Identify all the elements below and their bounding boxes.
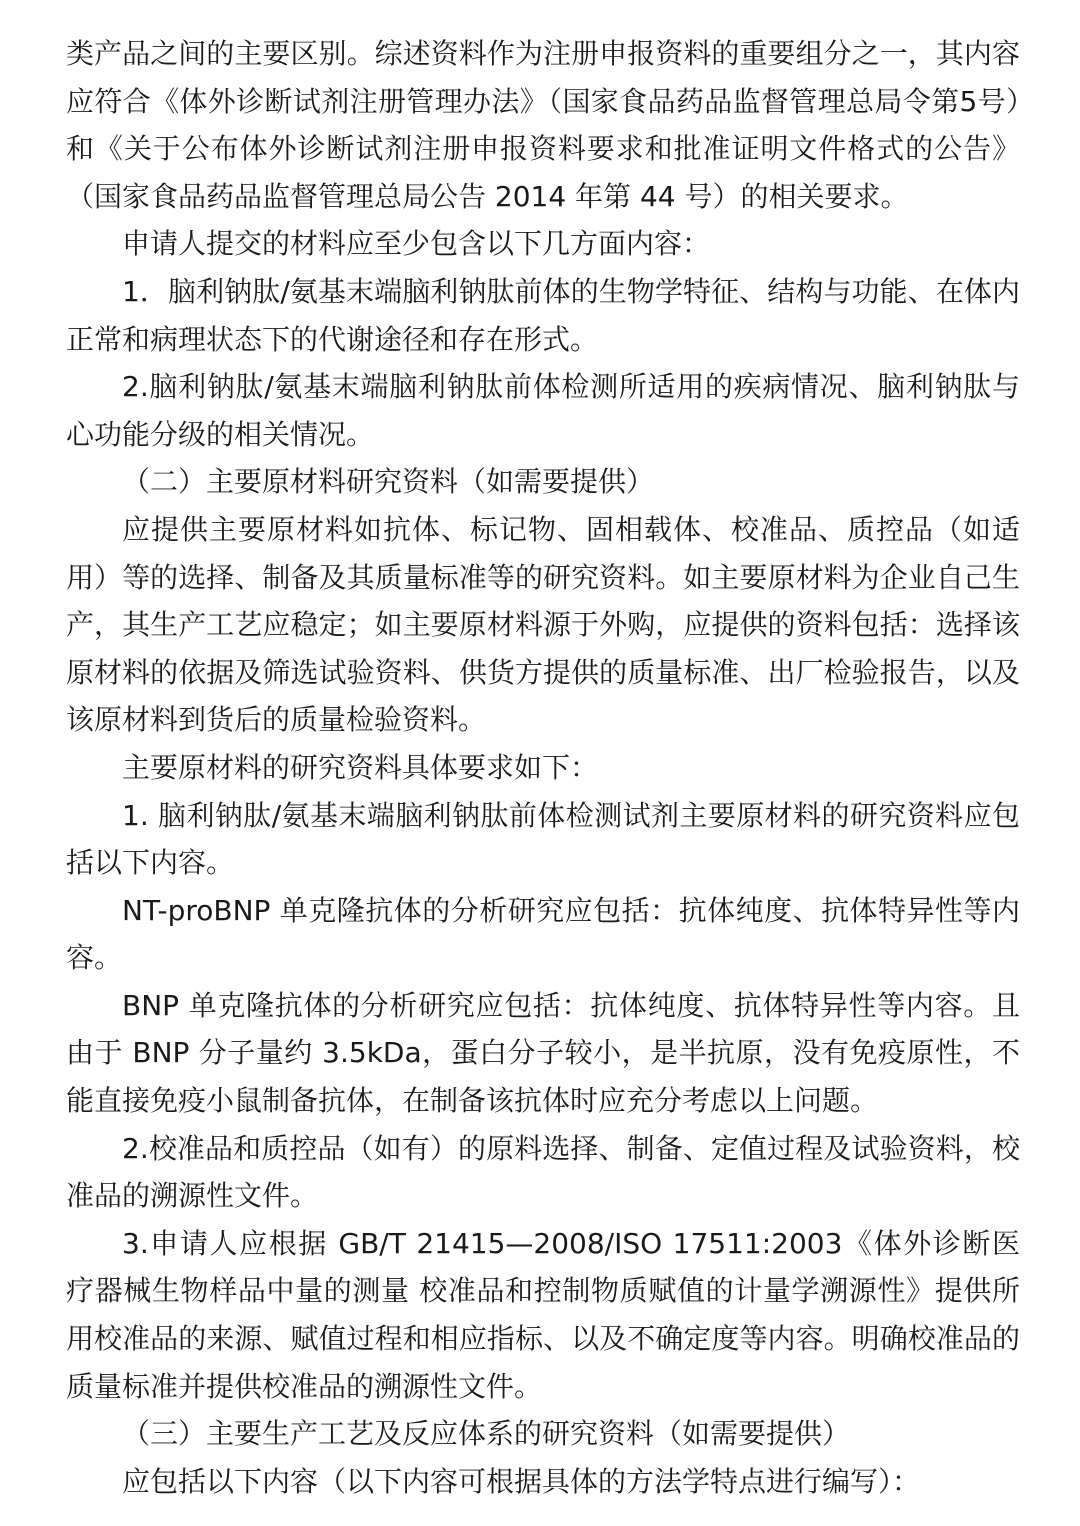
paragraph: 1. 脑利钠肽/氨基末端脑利钠肽前体检测试剂主要原材料的研究资料应包括以下内容。 [66, 798, 1020, 880]
paragraph: 申请人提交的材料应至少包含以下几方面内容： [122, 227, 711, 261]
paragraph: BNP 单克隆抗体的分析研究应包括：抗体纯度、抗体特异性等内容。且由于 BNP 分子量约 3.5kDa，蛋白分子较小，是半抗原，没有免疫原性，不能直接免疫小鼠制备抗体，在制备该抗体时应充分考虑以上问题。 [66, 988, 1020, 1118]
section-heading: （三）主要生产工艺及反应体系的研究资料（如需要提供） [122, 1417, 851, 1451]
paragraph: 应包括以下内容（以下内容可根据具体的方法学特点进行编写）： [122, 1464, 921, 1498]
paragraph: 类产品之间的主要区别。综述资料作为注册申报资料的重要组分之一，其内容应符合《体外诊断试剂注册管理办法》（国家食品药品监督管理总局令第5号）和《关于公布体外诊断试剂注册申报资料要求和批准证明文件格式的公告》（国家食品药品监督管理总局公告 2014 年第 44 号）的相关要求。 [66, 37, 1020, 213]
paragraph: 2.脑利钠肽/氨基末端脑利钠肽前体检测所适用的疾病情况、脑利钠肽与心功能分级的相关情况。 [66, 370, 1020, 451]
paragraph: 3.申请人应根据 GB/T 21415—2008/ISO 17511:2003《体外诊断医疗器械生物样品中量的测量 校准品和控制物质赋值的计量学溯源性》提供所用校准品的来源、赋值过程和相应指标、以及不确定度等内容。明确校准品的质量标准并提供校准品的溯源性文件。 [66, 1226, 1020, 1403]
paragraph: 1．脑利钠肽/氨基末端脑利钠肽前体的生物学特征、结构与功能、在体内正常和病理状态下的代谢途径和存在形式。 [66, 274, 1020, 356]
paragraph: 应提供主要原材料如抗体、标记物、固相载体、校准品、质控品（如适用）等的选择、制备及其质量标准等的研究资料。如主要原材料为企业自己生产，其生产工艺应稳定；如主要原材料源于外购，应提供的资料包括：选择该原材料的依据及筛选试验资料、供货方提供的质量标准、出厂检验报告，以及该原材料到货后的质量检验资料。 [66, 512, 1020, 737]
section-heading: （二）主要原材料研究资料（如需要提供） [122, 465, 655, 499]
paragraph: NT-proBNP 单克隆抗体的分析研究应包括：抗体纯度、抗体特异性等内容。 [66, 893, 1020, 975]
paragraph: 2.校准品和质控品（如有）的原料选择、制备、定值过程及试验资料，校准品的溯源性文件。 [66, 1131, 1020, 1213]
paragraph: 主要原材料的研究资料具体要求如下： [122, 750, 599, 784]
document-page [66, 30, 1020, 1505]
